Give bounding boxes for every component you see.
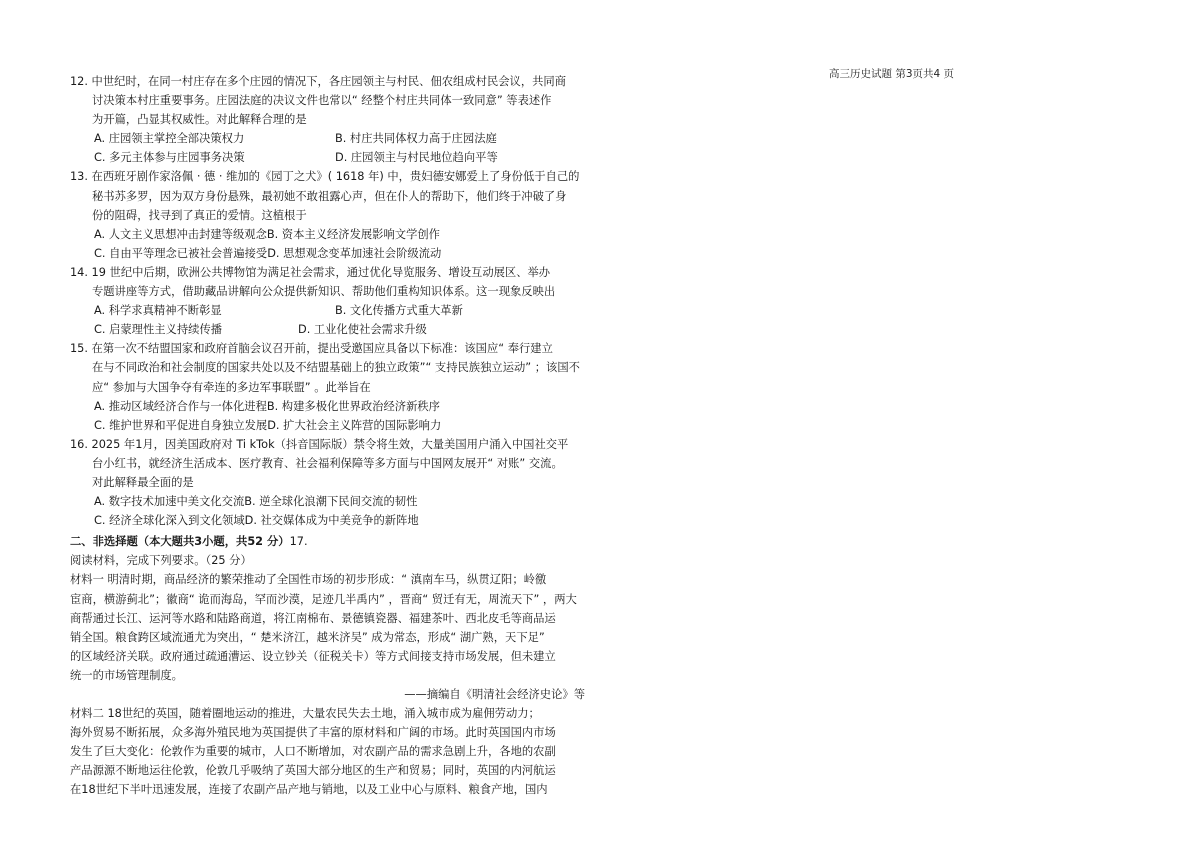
options-c-d: C. 经济全球化深入到文化领域D. 社交媒体成为中美竞争的新阵地: [94, 514, 419, 528]
options-a-b: A. 人文主义思想冲击封建等级观念B. 资本主义经济发展影响文学创作: [94, 227, 440, 241]
question-13: [70, 167, 585, 262]
option-row: [70, 492, 585, 511]
option-row: [70, 244, 585, 263]
question-12: [70, 72, 585, 167]
question-14: [70, 263, 585, 339]
question-stem: 14. 19 世纪中后期，欧洲公共博物馆为满足社会需求，通过优化导览服务、增设互动展区、举办: [70, 265, 551, 279]
material-line: 发生了巨大变化：伦敦作为重要的城市，人口不断增加，对农副产品的需求急剧上升，各地的农副: [70, 745, 556, 759]
page-header: 高三历史试题 第3页共4 页: [829, 68, 955, 80]
material-line: 产品源源不断地运往伦敦，伦敦几乎吸纳了英国大部分地区的生产和贸易；同时，英国的内河航运: [70, 764, 556, 778]
option-d: D. 工业化使社会需求升级: [298, 323, 427, 337]
question-17-number: 17.: [289, 535, 308, 549]
option-c: C. 启蒙理性主义持续传播: [94, 323, 223, 337]
question-16: [70, 435, 585, 530]
material-line: 材料一 明清时期，商品经济的繁荣推动了全国性市场的初步形成：“ 滇南车马，纵贯辽阳；岭徼: [70, 573, 547, 587]
question-stem-continued: 讨决策本村庄重要事务。庄园法庭的决议文件也常以“ 经整个村庄共同体一致同意” 等表述作: [92, 94, 552, 108]
option-b: B. 村庄共同体权力高于庄园法庭: [335, 132, 497, 146]
material-line: 统一的市场管理制度。: [70, 668, 183, 682]
question-15: [70, 339, 585, 434]
question-stem-continued: 为开篇，凸显其权威性。对此解释合理的是: [92, 113, 307, 127]
option-a: A. 庄园领主掌控全部决策权力: [94, 132, 245, 146]
option-d: D. 庄园领主与村民地位趋向平等: [335, 151, 498, 165]
option-row: [70, 511, 585, 530]
option-a: A. 科学求真精神不断彰显: [94, 304, 222, 318]
question-stem: 13. 在西班牙剧作家洛佩 · 德 · 维加的《园丁之犬》( 1618 年) 中，贵妇德安娜爱上了身份低于自己的: [70, 170, 580, 184]
material-1: [70, 570, 585, 704]
question-stem: 15. 在第一次不结盟国家和政府首脑会议召开前，提出受邀国应具备以下标准：该国应“ 奉行建立: [70, 342, 553, 356]
material-2: [70, 704, 585, 799]
options-a-b: A. 数字技术加速中美文化交流B. 逆全球化浪潮下民间交流的韧性: [94, 495, 418, 509]
material-line: 海外贸易不断拓展，众多海外殖民地为英国提供了丰富的原材料和广阔的市场。此时英国国内市场: [70, 726, 556, 740]
question-stem-continued: 秘书苏多罗，因为双方身份悬殊，最初她不敢祖露心声，但在仆人的帮助下，他们终于冲破了身: [92, 189, 567, 203]
question-stem-continued: 台小红书，就经济生活成本、医疗教育、社会福利保障等多方面与中国网友展开“ 对账” 交流。: [92, 456, 563, 470]
option-c: C. 多元主体参与庄园事务决策: [94, 151, 245, 165]
options-c-d: C. 自由平等理念已被社会普遍接受D. 思想观念变革加速社会阶级流动: [94, 246, 442, 260]
option-row: [70, 148, 585, 167]
question-stem: 12. 中世纪时，在同一村庄存在多个庄园的情况下，各庄园领主与村民、佃农组成村民会议，共同商: [70, 75, 567, 88]
section-title: [70, 532, 585, 551]
options-c-d: C. 维护世界和平促进自身独立发展D. 扩大社会主义阵营的国际影响力: [94, 418, 442, 432]
option-row: [70, 320, 585, 339]
options-a-b: A. 推动区域经济合作与一体化进程B. 构建多极化世界政治经济新秩序: [94, 399, 440, 413]
option-row: [70, 416, 585, 435]
section-heading: 二、非选择题（本大题共3小题，共52 分）: [70, 535, 290, 549]
option-b: B. 文化传播方式重大革新: [335, 304, 463, 318]
material-line: 在18世纪下半叶迅速发展，连接了农副产品产地与销地，以及工业中心与原料、粮食产地，国内: [70, 783, 548, 797]
material-source: ——摘编自《明清社会经济史论》等: [404, 688, 585, 701]
option-row: [70, 225, 585, 244]
material-line: 宦商，横游蓟北”；徽商“ 诡而海岛，罕而沙漠，足迹几半禹内” ，晋商“ 贸迁有无，周流天下” ，两大: [70, 592, 577, 606]
question-stem: 16. 2025 年1月，因美国政府对 Ti kTok（抖音国际版）禁令将生效，大量美国用户涌入中国社交平: [70, 437, 569, 451]
material-line: 销全国。粮食跨区域流通尤为突出，“ 楚米济江，越米济吴” 成为常态，形成“ 湖广熟，天下足”: [70, 630, 545, 644]
material-line: 材料二 18世纪的英国，随着圈地运动的推进，大量农民失去土地，涌入城市成为雇佣劳动力；: [70, 707, 540, 721]
question-stem-continued: 应“ 参加与大国争夺有牵连的多边军事联盟” 。此举旨在: [92, 380, 371, 394]
material-line: 的区域经济关联。政府通过疏通漕运、设立钞关（征税关卡）等方式间接支持市场发展，但未建立: [70, 649, 556, 663]
material-line: 商帮通过长江、运河等水路和陆路商道，将江南棉布、景德镇瓷器、福建茶叶、西北皮毛等商品运: [70, 611, 556, 625]
question-17-prompt: 阅读材料，完成下列要求。（25 分）: [70, 554, 252, 568]
question-stem-continued: 专题讲座等方式，借助藏品讲解向公众提供新知识、帮助他们重构知识体系。这一现象反映出: [92, 285, 556, 299]
exam-column: [70, 72, 585, 800]
option-row: [70, 397, 585, 416]
option-row: [70, 129, 585, 148]
question-stem-continued: 对此解释最全面的是: [92, 475, 194, 489]
question-stem-continued: 在与不同政治和社会制度的国家共处以及不结盟基础上的独立政策”“ 支持民族独立运动” ；该国不: [92, 361, 580, 375]
question-stem-continued: 份的阻碍，找寻到了真正的爱情。这植根于: [92, 208, 307, 222]
option-row: [70, 301, 585, 320]
section-2: [70, 532, 585, 570]
